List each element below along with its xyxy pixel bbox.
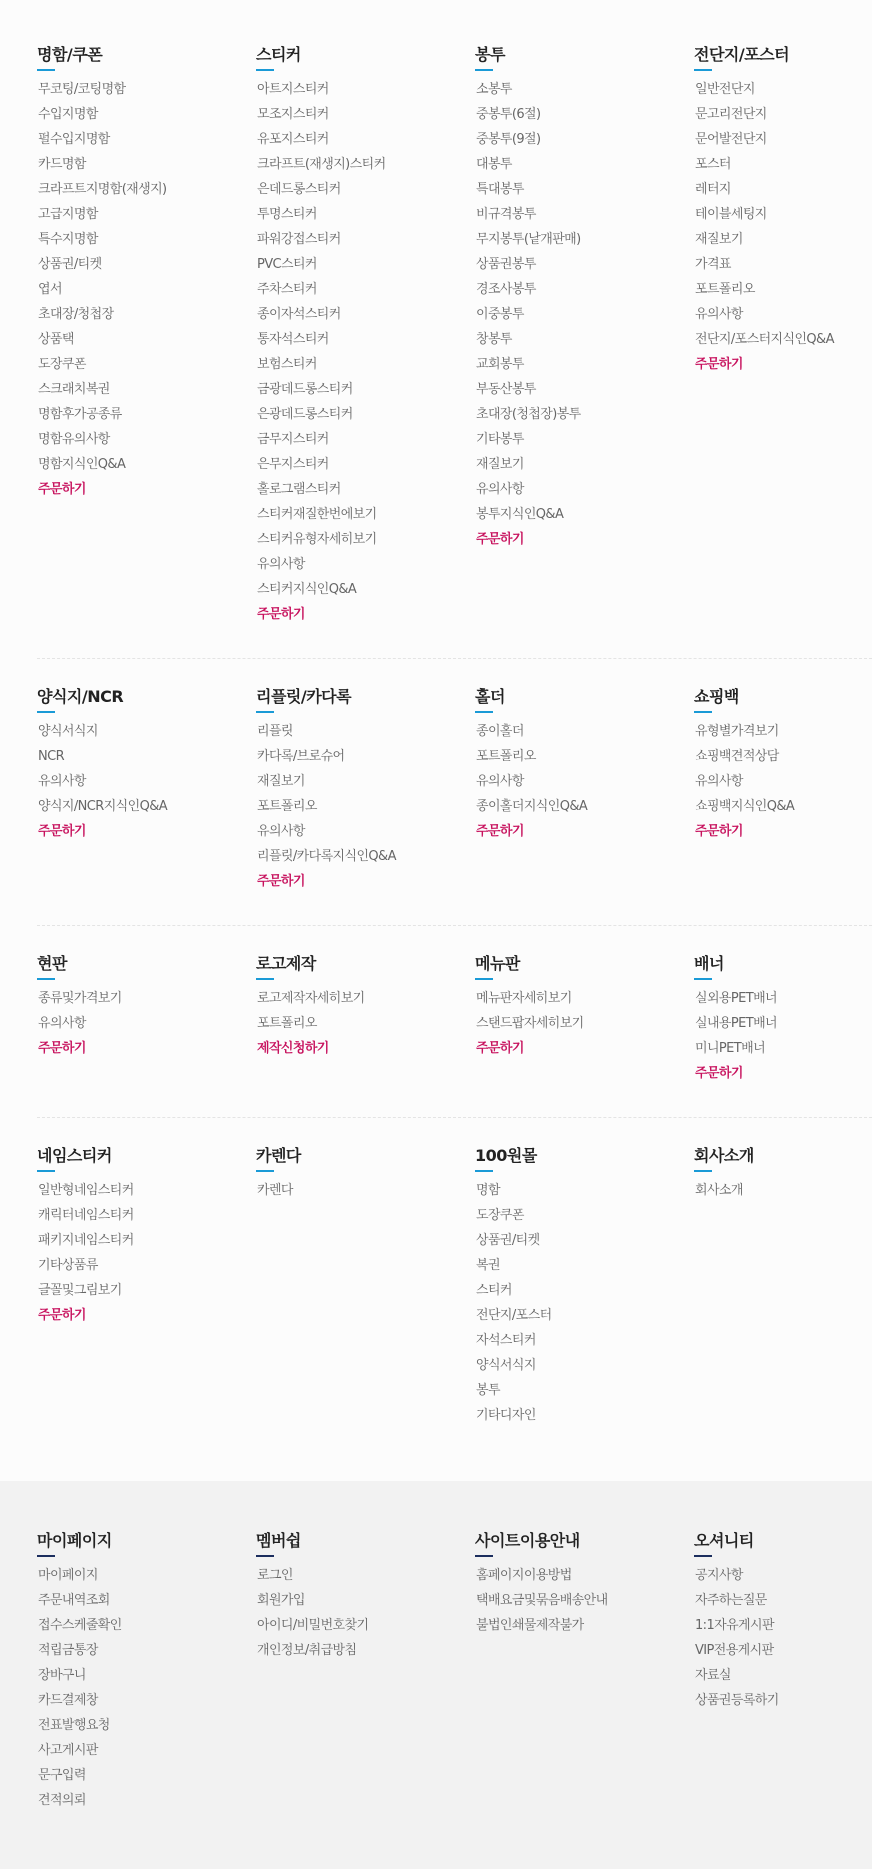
menu-link[interactable]: 글꼴및그림보기 xyxy=(38,1283,122,1298)
order-link[interactable]: 제작신청하기 xyxy=(257,1041,329,1056)
title-underline xyxy=(475,69,493,71)
menu-link[interactable]: 스티커재질한번에보기 xyxy=(257,507,377,522)
menu-link[interactable]: 대봉투 xyxy=(476,157,512,172)
menu-column xyxy=(694,1531,872,1713)
menu-link[interactable]: 포트폴리오 xyxy=(257,799,317,814)
title-underline xyxy=(256,711,274,713)
menu-link[interactable]: 유의사항 xyxy=(695,774,743,789)
category-title[interactable]: 배너 xyxy=(694,954,724,973)
menu-link[interactable]: 가격표 xyxy=(695,257,731,272)
menu-link[interactable]: 은무지스티커 xyxy=(257,457,329,472)
menu-link-list xyxy=(475,77,675,552)
menu-link-list xyxy=(694,986,872,1086)
menu-column xyxy=(37,45,237,502)
order-link[interactable]: 주문하기 xyxy=(695,824,743,839)
menu-link[interactable]: 금광데드롱스티커 xyxy=(257,382,353,397)
menu-column xyxy=(256,687,456,894)
title-underline xyxy=(256,69,274,71)
menu-link[interactable]: 보험스티커 xyxy=(257,357,317,372)
category-title[interactable]: 현판 xyxy=(37,954,67,973)
menu-link[interactable]: 종이홀더 xyxy=(476,724,524,739)
menu-link[interactable]: 주차스티커 xyxy=(257,282,317,297)
menu-link-list xyxy=(256,1178,456,1203)
menu-column xyxy=(256,45,456,627)
menu-link[interactable]: 유의사항 xyxy=(257,824,305,839)
menu-column xyxy=(37,954,237,1061)
menu-link[interactable]: 로그인 xyxy=(257,1568,293,1583)
menu-link[interactable]: 명함지식인Q&A xyxy=(38,457,126,472)
menu-link[interactable]: 메뉴판자세히보기 xyxy=(476,991,572,1006)
menu-link[interactable]: 특수지명함 xyxy=(38,232,98,247)
menu-link[interactable]: 회원가입 xyxy=(257,1593,305,1608)
menu-link[interactable]: 무코팅/코팅명함 xyxy=(38,82,126,97)
menu-column xyxy=(694,687,872,844)
menu-link[interactable]: 종이자석스티커 xyxy=(257,307,341,322)
title-underline xyxy=(475,711,493,713)
title-underline xyxy=(694,978,712,980)
category-title[interactable]: 사이트이용안내 xyxy=(475,1531,580,1550)
category-title[interactable]: 로고제작 xyxy=(256,954,316,973)
menu-link[interactable]: 중봉투(9절) xyxy=(476,132,541,147)
category-title[interactable]: 봉투 xyxy=(475,45,505,64)
menu-link[interactable]: 카다록/브로슈어 xyxy=(257,749,345,764)
category-title[interactable]: 마이페이지 xyxy=(37,1531,112,1550)
menu-link[interactable]: 개인정보/취급방침 xyxy=(257,1643,357,1658)
menu-link[interactable]: 교회봉투 xyxy=(476,357,524,372)
menu-link[interactable]: 포트폴리오 xyxy=(695,282,755,297)
menu-column xyxy=(37,1531,237,1813)
menu-link-list xyxy=(256,1563,456,1663)
menu-link[interactable]: 초대장/청첩장 xyxy=(38,307,114,322)
menu-link-list xyxy=(475,1178,675,1428)
category-title[interactable]: 리플릿/카다록 xyxy=(256,687,352,706)
menu-link[interactable]: 종이홀더지식인Q&A xyxy=(476,799,588,814)
menu-link-list xyxy=(37,1178,237,1328)
menu-link[interactable]: 포스터 xyxy=(695,157,731,172)
order-link[interactable]: 주문하기 xyxy=(476,824,524,839)
category-title[interactable]: 양식지/NCR xyxy=(37,687,124,706)
order-link[interactable]: 주문하기 xyxy=(476,532,524,547)
menu-link[interactable]: 수입지명함 xyxy=(38,107,98,122)
menu-column xyxy=(475,45,675,552)
order-link[interactable]: 주문하기 xyxy=(38,482,86,497)
menu-link[interactable]: 상품권/티켓 xyxy=(38,257,102,272)
menu-link[interactable]: 유형별가격보기 xyxy=(695,724,779,739)
category-title[interactable]: 카렌다 xyxy=(256,1146,301,1165)
title-underline xyxy=(694,1170,712,1172)
menu-link[interactable]: 유의사항 xyxy=(38,1016,86,1031)
menu-column xyxy=(256,1531,456,1663)
title-underline xyxy=(37,69,55,71)
menu-link[interactable]: 공지사항 xyxy=(695,1568,743,1583)
menu-link[interactable]: 양식지/NCR지식인Q&A xyxy=(38,799,168,814)
title-underline xyxy=(694,711,712,713)
menu-link[interactable]: 기타디자인 xyxy=(476,1408,536,1423)
menu-link[interactable]: VIP전용게시판 xyxy=(695,1643,774,1658)
menu-link[interactable]: 기타봉투 xyxy=(476,432,524,447)
menu-column xyxy=(37,687,237,844)
order-link[interactable]: 주문하기 xyxy=(38,1308,86,1323)
menu-link[interactable]: 소봉투 xyxy=(476,82,512,97)
menu-link[interactable]: 전단지/포스터지식인Q&A xyxy=(695,332,834,347)
menu-link[interactable]: 유포지스티커 xyxy=(257,132,329,147)
menu-link[interactable]: 아이디/비밀번호찾기 xyxy=(257,1618,369,1633)
menu-link[interactable]: 부동산봉투 xyxy=(476,382,536,397)
menu-link[interactable]: 봉투 xyxy=(476,1383,500,1398)
menu-link-list xyxy=(37,719,237,844)
menu-column xyxy=(694,45,872,377)
menu-link[interactable]: 통자석스티커 xyxy=(257,332,329,347)
title-underline xyxy=(475,1555,493,1557)
menu-link[interactable]: 크라프트(재생지)스티커 xyxy=(257,157,386,172)
menu-link[interactable]: 비규격봉투 xyxy=(476,207,536,222)
menu-link[interactable]: 홈페이지이용방법 xyxy=(476,1568,572,1583)
menu-link-list xyxy=(694,719,872,844)
menu-link[interactable]: 투명스티커 xyxy=(257,207,317,222)
category-title[interactable]: 쇼핑백 xyxy=(694,687,739,706)
menu-link-list xyxy=(37,986,237,1061)
menu-link[interactable]: 자료실 xyxy=(695,1668,731,1683)
menu-link-list xyxy=(37,77,237,502)
menu-link[interactable]: PVC스티커 xyxy=(257,257,317,272)
menu-link[interactable]: 포트폴리오 xyxy=(257,1016,317,1031)
menu-link[interactable]: 초대장(청첩장)봉투 xyxy=(476,407,581,422)
menu-link[interactable]: 1:1자유게시판 xyxy=(695,1618,774,1633)
menu-link[interactable]: 모조지스티커 xyxy=(257,107,329,122)
footer-site-map xyxy=(0,1481,872,1869)
order-link[interactable]: 주문하기 xyxy=(257,607,305,622)
menu-link[interactable]: 도장쿠폰 xyxy=(476,1208,524,1223)
menu-link[interactable]: 재질보기 xyxy=(476,457,524,472)
order-link[interactable]: 주문하기 xyxy=(257,874,305,889)
menu-link[interactable]: 전단지/포스터 xyxy=(476,1308,552,1323)
category-title[interactable]: 메뉴판 xyxy=(475,954,520,973)
menu-link[interactable]: 실외용PET배너 xyxy=(695,991,777,1006)
menu-link[interactable]: 경조사봉투 xyxy=(476,282,536,297)
menu-link[interactable]: 무지봉투(낱개판매) xyxy=(476,232,581,247)
menu-link[interactable]: 레터지 xyxy=(695,182,731,197)
menu-link[interactable]: 스탠드팝자세히보기 xyxy=(476,1016,584,1031)
menu-column xyxy=(475,687,675,844)
menu-link[interactable]: 상품권봉투 xyxy=(476,257,536,272)
menu-link[interactable]: 금무지스티커 xyxy=(257,432,329,447)
menu-link[interactable]: 리플릿/카다록지식인Q&A xyxy=(257,849,396,864)
menu-link[interactable]: 미니PET배너 xyxy=(695,1041,766,1056)
order-link[interactable]: 주문하기 xyxy=(476,1041,524,1056)
menu-link[interactable]: 봉투지식인Q&A xyxy=(476,507,564,522)
menu-link-list xyxy=(694,1178,872,1203)
title-underline xyxy=(37,1170,55,1172)
menu-link[interactable]: 기타상품류 xyxy=(38,1258,98,1273)
title-underline xyxy=(37,1555,55,1557)
menu-link[interactable]: 특대봉투 xyxy=(476,182,524,197)
menu-link[interactable]: 테이블세팅지 xyxy=(695,207,767,222)
row-divider xyxy=(37,925,872,926)
menu-link[interactable]: 마이페이지 xyxy=(38,1568,98,1583)
menu-link[interactable]: 아트지스티커 xyxy=(257,82,329,97)
menu-link-list xyxy=(694,1563,872,1713)
menu-link[interactable]: 크라프트지명함(재생지) xyxy=(38,182,167,197)
category-title[interactable]: 멤버쉽 xyxy=(256,1531,301,1550)
menu-link-list xyxy=(37,1563,237,1813)
menu-link[interactable]: 펄수입지명함 xyxy=(38,132,110,147)
row-divider xyxy=(37,658,872,659)
menu-link[interactable]: 스크래치복권 xyxy=(38,382,110,397)
menu-link[interactable]: 유의사항 xyxy=(257,557,305,572)
menu-link-list xyxy=(256,719,456,894)
menu-link[interactable]: 스티커유형자세히보기 xyxy=(257,532,377,547)
menu-link[interactable]: 유의사항 xyxy=(476,482,524,497)
menu-link[interactable]: 회사소개 xyxy=(695,1183,743,1198)
menu-link[interactable]: 상품권등록하기 xyxy=(695,1693,779,1708)
menu-link[interactable]: 택배요금및묶음배송안내 xyxy=(476,1593,608,1608)
menu-link[interactable]: 상품택 xyxy=(38,332,74,347)
menu-column xyxy=(256,954,456,1061)
menu-link[interactable]: 실내용PET배너 xyxy=(695,1016,777,1031)
menu-column xyxy=(256,1146,456,1203)
menu-link[interactable]: 스티커지식인Q&A xyxy=(257,582,357,597)
menu-link[interactable]: 패키지네임스티커 xyxy=(38,1233,134,1248)
title-underline xyxy=(694,69,712,71)
order-link[interactable]: 주문하기 xyxy=(38,1041,86,1056)
menu-link[interactable]: 로고제작자세히보기 xyxy=(257,991,365,1006)
menu-link[interactable]: 포트폴리오 xyxy=(476,749,536,764)
title-underline xyxy=(256,1555,274,1557)
menu-link[interactable]: 유의사항 xyxy=(695,307,743,322)
menu-link[interactable]: 자석스티커 xyxy=(476,1333,536,1348)
order-link[interactable]: 주문하기 xyxy=(695,1066,743,1081)
menu-link[interactable]: NCR xyxy=(38,749,65,764)
menu-link[interactable]: 쇼핑백지식인Q&A xyxy=(695,799,795,814)
menu-link[interactable]: 양식서식지 xyxy=(38,724,98,739)
menu-link[interactable]: 적립금통장 xyxy=(38,1643,98,1658)
menu-link[interactable]: 종류및가격보기 xyxy=(38,991,122,1006)
menu-link[interactable]: 장바구니 xyxy=(38,1668,86,1683)
category-title[interactable]: 전단지/포스터 xyxy=(694,45,790,64)
menu-link[interactable]: 유의사항 xyxy=(38,774,86,789)
menu-link[interactable]: 재질보기 xyxy=(695,232,743,247)
menu-link-list xyxy=(475,986,675,1061)
menu-link[interactable]: 견적의뢰 xyxy=(38,1793,86,1808)
menu-link[interactable]: 중봉투(6절) xyxy=(476,107,541,122)
menu-link-list xyxy=(694,77,872,377)
title-underline xyxy=(694,1555,712,1557)
menu-link-list xyxy=(475,719,675,844)
menu-link[interactable]: 문고리전단지 xyxy=(695,107,767,122)
menu-link[interactable]: 양식서식지 xyxy=(476,1358,536,1373)
menu-link[interactable]: 전표발행요청 xyxy=(38,1718,110,1733)
menu-link[interactable]: 쇼핑백견적상담 xyxy=(695,749,779,764)
menu-column xyxy=(694,1146,872,1203)
menu-link[interactable]: 카드결제창 xyxy=(38,1693,98,1708)
menu-column xyxy=(475,1531,675,1638)
category-title[interactable]: 오셔니티 xyxy=(694,1531,754,1550)
menu-link[interactable]: 주문내역조회 xyxy=(38,1593,110,1608)
menu-column xyxy=(475,954,675,1061)
menu-link[interactable]: 은데드롱스티커 xyxy=(257,182,341,197)
menu-link-list xyxy=(256,77,456,627)
category-title[interactable]: 스티커 xyxy=(256,45,301,64)
menu-link[interactable]: 스티커 xyxy=(476,1283,512,1298)
menu-link[interactable]: 자주하는질문 xyxy=(695,1593,767,1608)
title-underline xyxy=(37,978,55,980)
menu-link[interactable]: 문구입력 xyxy=(38,1768,86,1783)
category-title[interactable]: 회사소개 xyxy=(694,1146,754,1165)
category-title[interactable]: 네임스티커 xyxy=(37,1146,112,1165)
category-title[interactable]: 100원몰 xyxy=(475,1146,537,1165)
menu-link[interactable]: 고급지명함 xyxy=(38,207,98,222)
menu-link[interactable]: 도장쿠폰 xyxy=(38,357,86,372)
menu-link[interactable]: 상품권/티켓 xyxy=(476,1233,540,1248)
menu-link-list xyxy=(256,986,456,1061)
menu-column xyxy=(694,954,872,1086)
category-title[interactable]: 홀더 xyxy=(475,687,505,706)
title-underline xyxy=(475,1170,493,1172)
menu-link[interactable]: 일반전단지 xyxy=(695,82,755,97)
menu-link[interactable]: 재질보기 xyxy=(257,774,305,789)
menu-link[interactable]: 캐릭터네임스티커 xyxy=(38,1208,134,1223)
title-underline xyxy=(256,978,274,980)
menu-link[interactable]: 홀로그램스티커 xyxy=(257,482,341,497)
title-underline xyxy=(37,711,55,713)
menu-link[interactable]: 은광데드롱스티커 xyxy=(257,407,353,422)
row-divider xyxy=(37,1117,872,1118)
menu-link[interactable]: 창봉투 xyxy=(476,332,512,347)
menu-link[interactable]: 리플릿 xyxy=(257,724,293,739)
menu-link[interactable]: 파워강접스티커 xyxy=(257,232,341,247)
menu-link[interactable]: 복권 xyxy=(476,1258,500,1273)
menu-link[interactable]: 일반형네임스티커 xyxy=(38,1183,134,1198)
menu-link[interactable]: 엽서 xyxy=(38,282,62,297)
menu-link-list xyxy=(475,1563,675,1638)
menu-link[interactable]: 명함유의사항 xyxy=(38,432,110,447)
menu-link[interactable]: 문어발전단지 xyxy=(695,132,767,147)
order-link[interactable]: 주문하기 xyxy=(38,824,86,839)
menu-column xyxy=(475,1146,675,1428)
menu-link[interactable]: 명함후가공종류 xyxy=(38,407,122,422)
title-underline xyxy=(256,1170,274,1172)
category-title[interactable]: 명함/쿠폰 xyxy=(37,45,103,64)
menu-link[interactable]: 이중봉투 xyxy=(476,307,524,322)
menu-link[interactable]: 카렌다 xyxy=(257,1183,293,1198)
menu-link[interactable]: 유의사항 xyxy=(476,774,524,789)
menu-link[interactable]: 접수스케줄확인 xyxy=(38,1618,122,1633)
order-link[interactable]: 주문하기 xyxy=(695,357,743,372)
menu-link[interactable]: 카드명함 xyxy=(38,157,86,172)
menu-column xyxy=(37,1146,237,1328)
menu-link[interactable]: 불법인쇄물제작불가 xyxy=(476,1618,584,1633)
menu-link[interactable]: 명함 xyxy=(476,1183,500,1198)
menu-link[interactable]: 사고게시판 xyxy=(38,1743,98,1758)
title-underline xyxy=(475,978,493,980)
